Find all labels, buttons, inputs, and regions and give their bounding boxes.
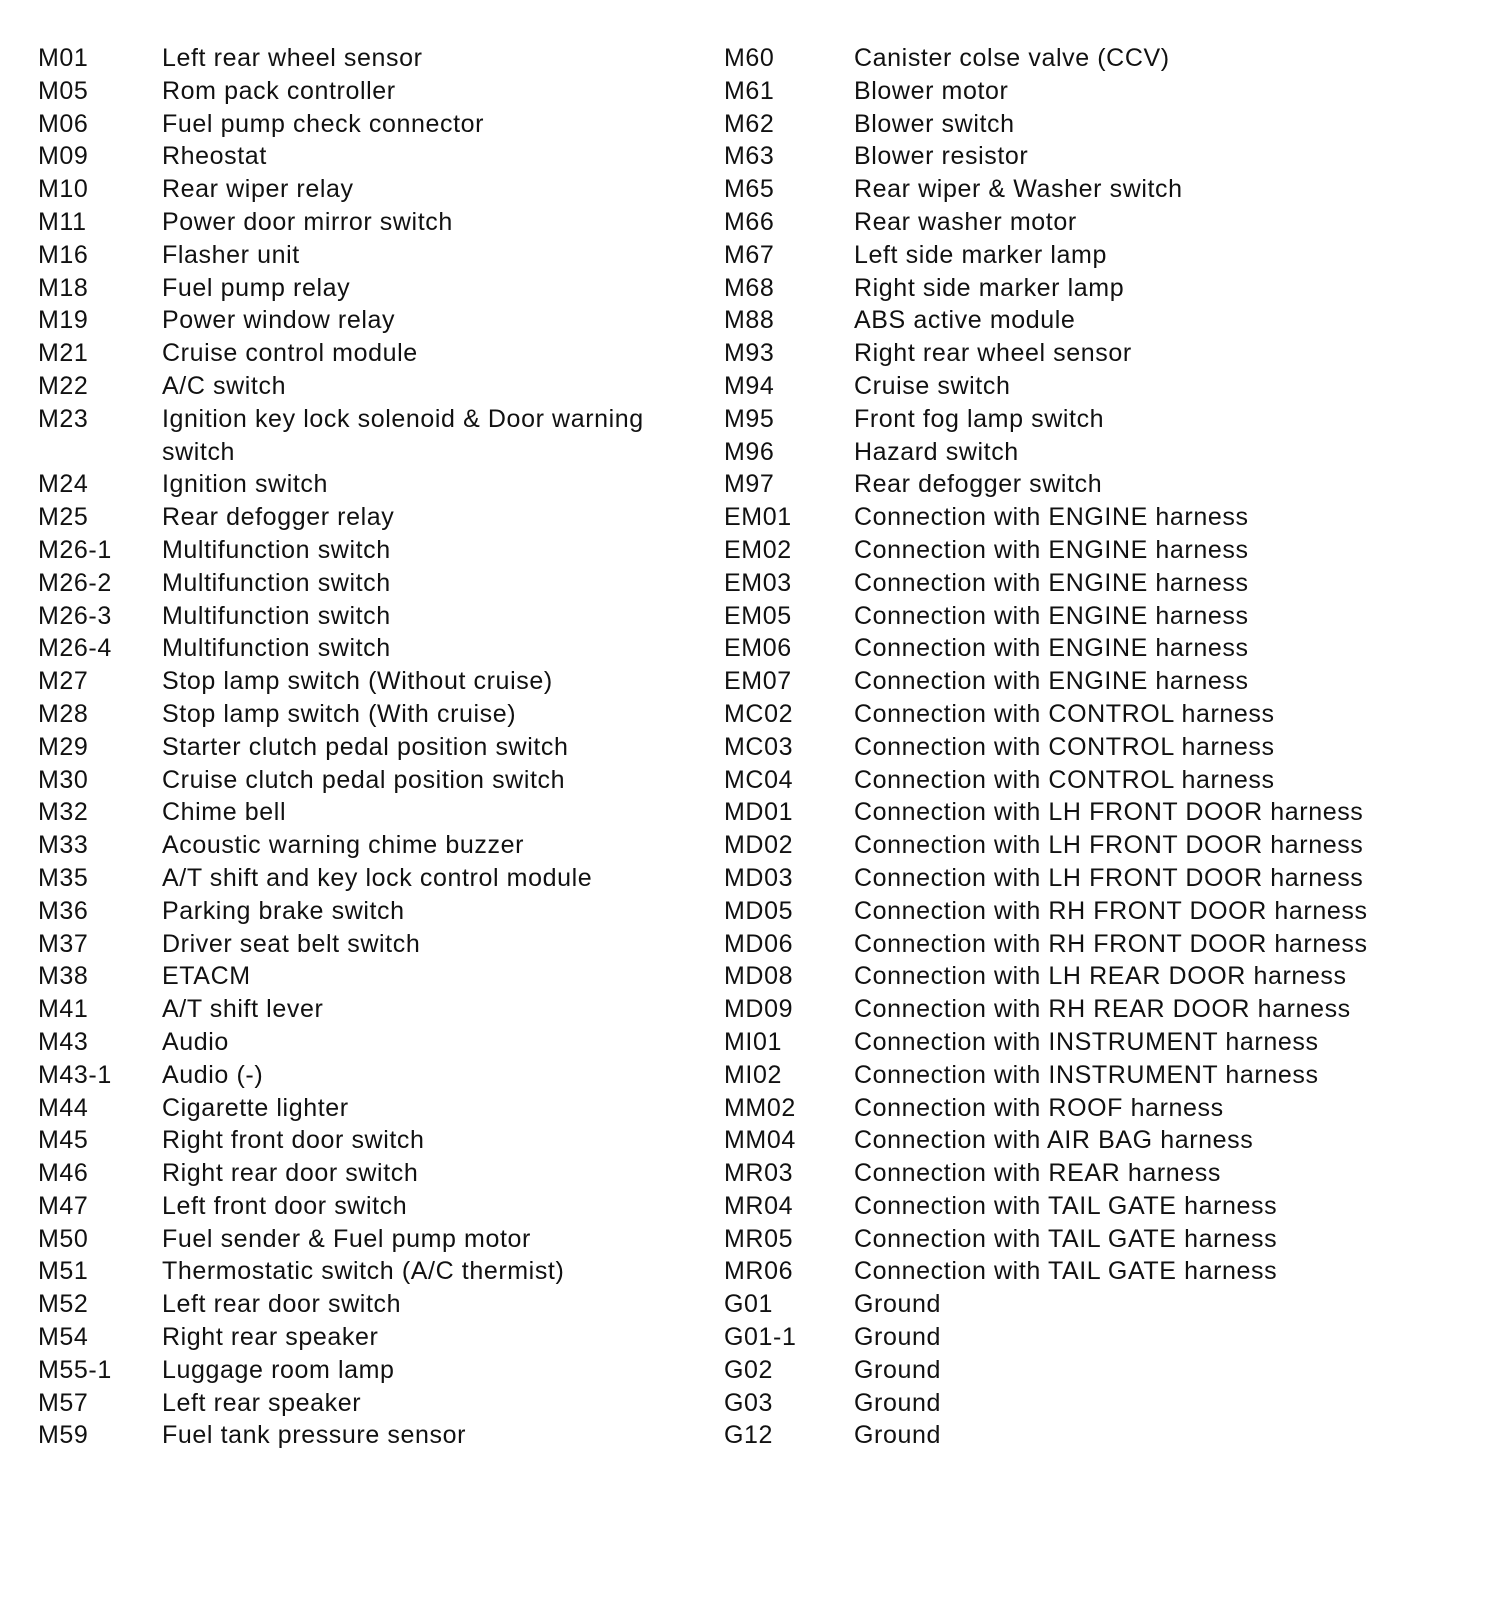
connector-description: Left rear door switch (162, 1290, 402, 1319)
connector-description: Connection with TAIL GATE harness (854, 1257, 1278, 1286)
right-column (724, 42, 1464, 1452)
connector-code: M21 (38, 339, 89, 368)
list-item (38, 1354, 678, 1387)
list-item (724, 42, 1464, 75)
connector-code: G01 (724, 1290, 774, 1319)
connector-code: M26-2 (38, 568, 112, 597)
list-item (38, 1288, 678, 1321)
list-item (724, 304, 1464, 337)
connector-description: Connection with CONTROL harness (854, 732, 1275, 761)
connector-description: Right side marker lamp (854, 273, 1125, 302)
list-item (724, 239, 1464, 272)
connector-code: M18 (38, 273, 89, 302)
connector-description: Connection with INSTRUMENT harness (854, 1027, 1319, 1056)
list-item (724, 567, 1464, 600)
connector-description: Multifunction switch (162, 568, 391, 597)
connector-code: M50 (38, 1224, 89, 1253)
connector-code: M26-3 (38, 601, 112, 630)
list-item (724, 1223, 1464, 1256)
list-item (38, 1059, 678, 1092)
list-item (38, 698, 678, 731)
connector-code: M37 (38, 929, 89, 958)
connector-code: EM05 (724, 601, 792, 630)
list-item (38, 140, 678, 173)
connector-code: M51 (38, 1257, 89, 1286)
connector-description: Left front door switch (162, 1191, 408, 1220)
list-item (724, 698, 1464, 731)
connector-code: MM02 (724, 1093, 796, 1122)
connector-description: Left side marker lamp (854, 240, 1107, 269)
connector-description: Rear defogger relay (162, 503, 395, 532)
connector-description: Fuel tank pressure sensor (162, 1421, 467, 1450)
list-item (38, 895, 678, 928)
connector-code: MD09 (724, 995, 794, 1024)
connector-description: Fuel pump check connector (162, 109, 485, 138)
connector-code: M59 (38, 1421, 89, 1450)
list-item (724, 993, 1464, 1026)
connector-code: M67 (724, 240, 775, 269)
connector-code: EM07 (724, 667, 792, 696)
connector-description: Connection with ENGINE harness (854, 568, 1249, 597)
list-item (38, 993, 678, 1026)
connector-code: M88 (724, 306, 775, 335)
connector-description: Driver seat belt switch (162, 929, 421, 958)
connector-description: Connection with TAIL GATE harness (854, 1191, 1278, 1220)
list-item (38, 468, 678, 501)
connector-description: Acoustic warning chime buzzer (162, 831, 524, 860)
connector-code: M01 (38, 44, 89, 72)
list-item (38, 108, 678, 141)
connector-code: M29 (38, 732, 89, 761)
connector-code: MR04 (724, 1191, 794, 1220)
connector-code: M46 (38, 1159, 89, 1188)
connector-description: A/T shift and key lock control module (162, 863, 593, 892)
list-item (724, 764, 1464, 797)
list-item (38, 501, 678, 534)
list-item (38, 665, 678, 698)
list-item (724, 468, 1464, 501)
list-item (38, 1092, 678, 1125)
connector-description: ETACM (162, 962, 251, 991)
list-item (724, 370, 1464, 403)
connector-description: Connection with ENGINE harness (854, 667, 1249, 696)
list-item (38, 370, 678, 403)
list-item (724, 403, 1464, 436)
connector-description: Parking brake switch (162, 896, 405, 925)
connector-description: Audio (162, 1027, 229, 1056)
list-item (724, 960, 1464, 993)
list-item (724, 829, 1464, 862)
connector-code: MD02 (724, 831, 794, 860)
connector-description: Right front door switch (162, 1126, 425, 1155)
connector-description: Left rear speaker (162, 1388, 362, 1417)
list-item (38, 337, 678, 370)
connector-code: EM02 (724, 535, 792, 564)
connector-description: Multifunction switch (162, 535, 391, 564)
connector-code: M11 (38, 207, 87, 236)
list-item (38, 1223, 678, 1256)
connector-description: Connection with ENGINE harness (854, 601, 1249, 630)
list-item (38, 1387, 678, 1420)
list-item (724, 1288, 1464, 1321)
connector-description: Connection with INSTRUMENT harness (854, 1060, 1319, 1089)
connector-description: Ground (854, 1290, 941, 1319)
list-item (724, 337, 1464, 370)
connector-description: Connection with ENGINE harness (854, 535, 1249, 564)
connector-code: M27 (38, 667, 89, 696)
connector-code: M28 (38, 699, 89, 728)
list-item (724, 1124, 1464, 1157)
connector-code: M60 (724, 44, 775, 72)
connector-description: Starter clutch pedal position switch (162, 732, 569, 761)
connector-description: A/C switch (162, 371, 287, 400)
connector-code: MC02 (724, 699, 794, 728)
list-item (724, 1190, 1464, 1223)
connector-code: M44 (38, 1093, 89, 1122)
connector-code: M65 (724, 175, 775, 204)
list-item (724, 632, 1464, 665)
connector-description: Front fog lamp switch (854, 404, 1105, 433)
left-column (38, 42, 678, 1452)
connector-code: EM01 (724, 503, 792, 532)
list-item (724, 1354, 1464, 1387)
list-item (38, 534, 678, 567)
connector-description: Blower resistor (854, 142, 1029, 171)
list-item (38, 862, 678, 895)
connector-description: Connection with LH FRONT DOOR harness (854, 831, 1364, 860)
connector-code: MD08 (724, 962, 794, 991)
connector-code: MC03 (724, 732, 794, 761)
connector-code: EM06 (724, 634, 792, 663)
connector-description: Connection with LH FRONT DOOR harness (854, 863, 1364, 892)
connector-description: Connection with AIR BAG harness (854, 1126, 1254, 1155)
connector-description: Ground (854, 1388, 941, 1417)
list-item (724, 928, 1464, 961)
list-item (724, 862, 1464, 895)
connector-code: M24 (38, 470, 89, 499)
connector-code: MI01 (724, 1027, 782, 1056)
connector-description: Right rear wheel sensor (854, 339, 1132, 368)
connector-description: Rear wiper relay (162, 175, 354, 204)
connector-code: MM04 (724, 1126, 796, 1155)
connector-description: Connection with ROOF harness (854, 1093, 1224, 1122)
connector-code: M06 (38, 109, 89, 138)
list-item (724, 731, 1464, 764)
list-item (38, 1157, 678, 1190)
list-item (724, 108, 1464, 141)
list-item (38, 403, 678, 469)
connector-code: M23 (38, 404, 89, 433)
connector-description: Blower switch (854, 109, 1015, 138)
list-item (724, 1157, 1464, 1190)
connector-code: G12 (724, 1421, 774, 1450)
list-item (38, 42, 678, 75)
connector-code: G02 (724, 1355, 774, 1384)
list-item (38, 304, 678, 337)
list-item (724, 173, 1464, 206)
connector-code: EM03 (724, 568, 792, 597)
connector-code: M68 (724, 273, 775, 302)
connector-description: A/T shift lever (162, 995, 324, 1024)
list-item (38, 829, 678, 862)
connector-code: MD06 (724, 929, 794, 958)
connector-description: Power window relay (162, 306, 396, 335)
list-item (38, 731, 678, 764)
connector-code: M09 (38, 142, 89, 171)
connector-description: Ignition switch (162, 470, 329, 499)
list-item (724, 1321, 1464, 1354)
connector-description: Power door mirror switch (162, 207, 453, 236)
connector-description: Rheostat (162, 142, 267, 171)
list-item (38, 1124, 678, 1157)
connector-description: Connection with CONTROL harness (854, 699, 1275, 728)
list-item (38, 1255, 678, 1288)
list-item (724, 436, 1464, 469)
connector-description: Ground (854, 1323, 941, 1352)
list-item (724, 501, 1464, 534)
list-item (38, 1419, 678, 1452)
list-item (724, 895, 1464, 928)
connector-description: Multifunction switch (162, 601, 391, 630)
connector-code: M30 (38, 765, 89, 794)
list-item (724, 206, 1464, 239)
connector-code: M10 (38, 175, 89, 204)
connector-code: M96 (724, 437, 775, 466)
connector-description: Stop lamp switch (Without cruise) (162, 667, 553, 696)
connector-description: Flasher unit (162, 240, 300, 269)
connector-description: Cruise clutch pedal position switch (162, 765, 566, 794)
connector-code: G01-1 (724, 1323, 797, 1352)
list-item (724, 1255, 1464, 1288)
list-item (724, 796, 1464, 829)
connector-description: Thermostatic switch (A/C thermist) (162, 1257, 565, 1286)
list-item (724, 1419, 1464, 1452)
connector-code: MR05 (724, 1224, 794, 1253)
list-item (724, 1026, 1464, 1059)
list-item (38, 206, 678, 239)
list-item (38, 928, 678, 961)
list-item (724, 140, 1464, 173)
connector-description: Ignition key lock solenoid & Door warning switch (162, 404, 644, 466)
connector-description: Cruise control module (162, 339, 418, 368)
connector-code: MR06 (724, 1257, 794, 1286)
connector-code: G03 (724, 1388, 774, 1417)
connector-description: Left rear wheel sensor (162, 44, 423, 72)
connector-description: Luggage room lamp (162, 1355, 395, 1384)
list-item (38, 960, 678, 993)
connector-code: M43-1 (38, 1060, 112, 1089)
connector-description: Cruise switch (854, 371, 1011, 400)
list-item (38, 272, 678, 305)
connector-code: M57 (38, 1388, 89, 1417)
connector-code: M54 (38, 1323, 89, 1352)
connector-description: Rear defogger switch (854, 470, 1103, 499)
list-item (724, 75, 1464, 108)
list-item (724, 600, 1464, 633)
list-item (724, 1092, 1464, 1125)
connector-description: Connection with ENGINE harness (854, 503, 1249, 532)
connector-description: Connection with CONTROL harness (854, 765, 1275, 794)
connector-description: Fuel sender & Fuel pump motor (162, 1224, 531, 1253)
connector-code: MI02 (724, 1060, 782, 1089)
connector-description: Ground (854, 1421, 941, 1450)
connector-description: Rom pack controller (162, 76, 396, 105)
connector-code: M95 (724, 404, 775, 433)
list-item (38, 632, 678, 665)
connector-code: M38 (38, 962, 89, 991)
connector-code: M33 (38, 831, 89, 860)
connector-code: MD01 (724, 798, 794, 827)
connector-code: M43 (38, 1027, 89, 1056)
connector-description: Connection with RH REAR DOOR harness (854, 995, 1351, 1024)
connector-code: M41 (38, 995, 89, 1024)
connector-code: M62 (724, 109, 775, 138)
connector-code: M26-1 (38, 535, 112, 564)
connector-code: M19 (38, 306, 89, 335)
connector-description: ABS active module (854, 306, 1076, 335)
connector-code: MD05 (724, 896, 794, 925)
list-item (38, 600, 678, 633)
list-item (724, 534, 1464, 567)
list-item (38, 1321, 678, 1354)
list-item (38, 764, 678, 797)
connector-code: MR03 (724, 1159, 794, 1188)
list-item (38, 1190, 678, 1223)
connector-code: M25 (38, 503, 89, 532)
connector-description: Canister colse valve (CCV) (854, 44, 1170, 72)
list-item (38, 1026, 678, 1059)
connector-description: Connection with RH FRONT DOOR harness (854, 896, 1368, 925)
connector-code: M32 (38, 798, 89, 827)
connector-code: M66 (724, 207, 775, 236)
list-item (724, 665, 1464, 698)
list-item (724, 1387, 1464, 1420)
connector-description: Stop lamp switch (With cruise) (162, 699, 517, 728)
connector-code: M47 (38, 1191, 89, 1220)
connector-description: Cigarette lighter (162, 1093, 349, 1122)
connector-description: Right rear speaker (162, 1323, 379, 1352)
connector-code: M22 (38, 371, 89, 400)
list-item (724, 272, 1464, 305)
connector-code: M36 (38, 896, 89, 925)
connector-code: M93 (724, 339, 775, 368)
connector-description: Blower motor (854, 76, 1009, 105)
connector-description: Connection with REAR harness (854, 1159, 1221, 1188)
list-item (38, 796, 678, 829)
connector-code: M61 (724, 76, 775, 105)
list-item (724, 1059, 1464, 1092)
connector-description: Fuel pump relay (162, 273, 351, 302)
connector-description: Rear washer motor (854, 207, 1077, 236)
connector-description: Ground (854, 1355, 941, 1384)
connector-code: M35 (38, 863, 89, 892)
connector-code: M97 (724, 470, 775, 499)
connector-code: M63 (724, 142, 775, 171)
connector-code: M94 (724, 371, 775, 400)
connector-description: Connection with ENGINE harness (854, 634, 1249, 663)
connector-code: MD03 (724, 863, 794, 892)
connector-description: Hazard switch (854, 437, 1019, 466)
connector-description: Connection with TAIL GATE harness (854, 1224, 1278, 1253)
connector-description: Rear wiper & Washer switch (854, 175, 1183, 204)
connector-description: Audio (-) (162, 1060, 264, 1089)
list-item (38, 239, 678, 272)
connector-description: Multifunction switch (162, 634, 391, 663)
connector-code: M52 (38, 1290, 89, 1319)
list-item (38, 567, 678, 600)
connector-description: Connection with RH FRONT DOOR harness (854, 929, 1368, 958)
connector-description: Chime bell (162, 798, 287, 827)
connector-description: Right rear door switch (162, 1159, 419, 1188)
connector-code: M16 (38, 240, 89, 269)
connector-code: MC04 (724, 765, 794, 794)
connector-code: M45 (38, 1126, 89, 1155)
connector-code: M05 (38, 76, 89, 105)
connector-description: Connection with LH REAR DOOR harness (854, 962, 1347, 991)
list-item (38, 75, 678, 108)
connector-code: M55-1 (38, 1355, 112, 1384)
list-item (38, 173, 678, 206)
connector-code: M26-4 (38, 634, 112, 663)
connector-description: Connection with LH FRONT DOOR harness (854, 798, 1364, 827)
